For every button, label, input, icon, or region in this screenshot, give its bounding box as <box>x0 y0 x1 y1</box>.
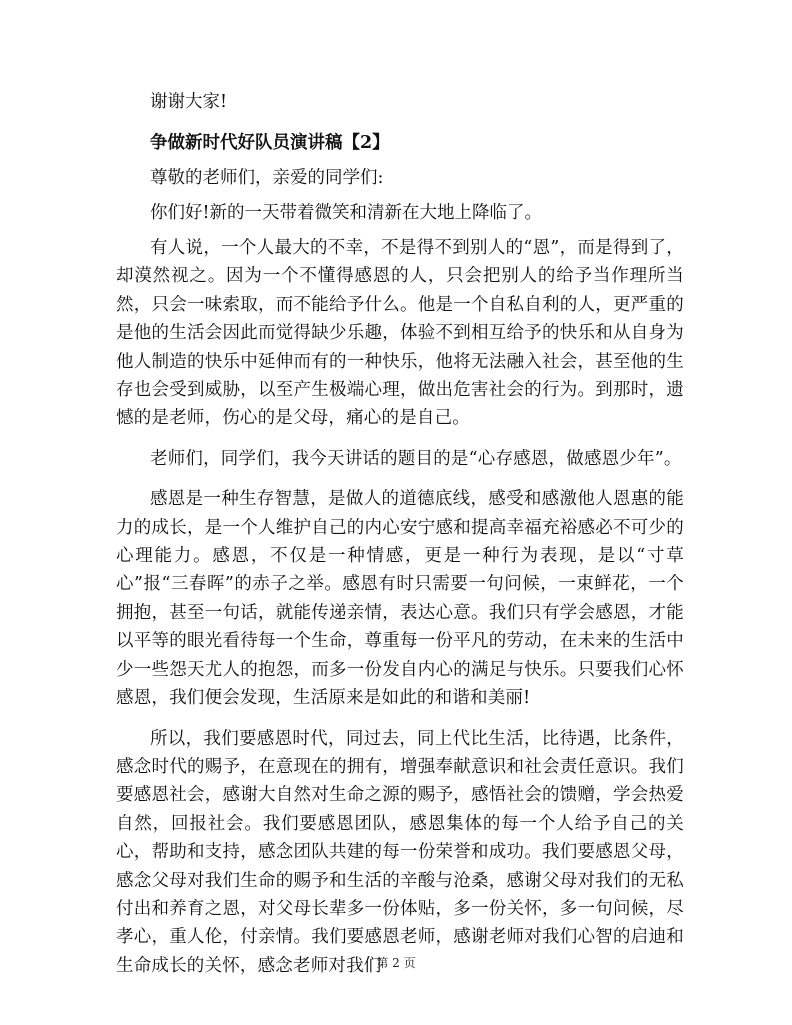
paragraph: 所以，我们要感恩时代，同过去，同上代比生活，比待遇，比条件，感念时代的赐予，在意现在的拥有，增强奉献意识和社会责任意识。我们要感恩社会，感谢大自然对生命之源的赐予，感悟社会的馈赠，学会热爱自然，回报社会。我们要感恩团队，感恩集体的每一个人给予自己的关心，帮助和支持，感念团队共建的每一份荣誉和成功。我们要感恩父母，感念父母对我们生命的赐予和生活的辛酸与沧桑，感谢父母对我们的无私付出和养育之恩，对父母长辈多一份体贴，多一份关怀，多一句问候，尽孝心，重人伦，付亲情。我们要感恩老师，感谢老师对我们心智的启迪和生命成长的关怀，感念老师对我们 <box>116 728 684 976</box>
greeting: 你们好!新的一天带着微笑和清新在大地上降临了。 <box>150 203 543 223</box>
closing-thanks: 谢谢大家! <box>150 92 228 112</box>
paragraph: 有人说，一个人最大的不幸，不是得不到别人的“恩”，而是得到了，却漠然视之。因为一个不懂得感恩的人，只会把别人的给予当作理所当然，只会一味索取，而不能给予什么。他是一个自私自利的人，更严重的是他的生活会因此而觉得缺少乐趣，体验不到相互给予的快乐和从自身为他人制造的快乐中延伸而有的一种快乐，他将无法融入社会，甚至他的生存也会受到威胁，以至产生极端心理，做出危害社会的行为。到那时，遗憾的是老师，伤心的是父母，痛心的是自己。 <box>116 238 684 429</box>
paragraph: 老师们，同学们，我今天讲话的题目的是“心存感恩，做感恩少年”。 <box>150 448 682 469</box>
salutation: 尊敬的老师们，亲爱的同学们: <box>150 168 384 188</box>
paragraph: 感恩是一种生存智慧，是做人的道德底线，感受和感激他人恩惠的能力的成长，是一个人维护自己的内心安宁感和提高幸福充裕感必不可少的心理能力。感恩，不仅是一种情感，更是一种行为表现，是以“寸草心”报“三春晖”的赤子之举。感恩有时只需要一句问候，一束鲜花，一个拥抱，甚至一句话，就能传递亲情，表达心意。我们只有学会感恩，才能以平等的眼光看待每一个生命，尊重每一份平凡的劳动，在未来的生活中少一些怨天尤人的抱怨，而多一份发自内心的满足与快乐。只要我们心怀感恩，我们便会发现，生活原来是如此的和谐和美丽! <box>116 489 684 709</box>
page-number: 第 2 页 <box>376 956 416 970</box>
speech-title: 争做新时代好队员演讲稿【2】 <box>150 133 390 153</box>
document-body <box>116 88 684 980</box>
